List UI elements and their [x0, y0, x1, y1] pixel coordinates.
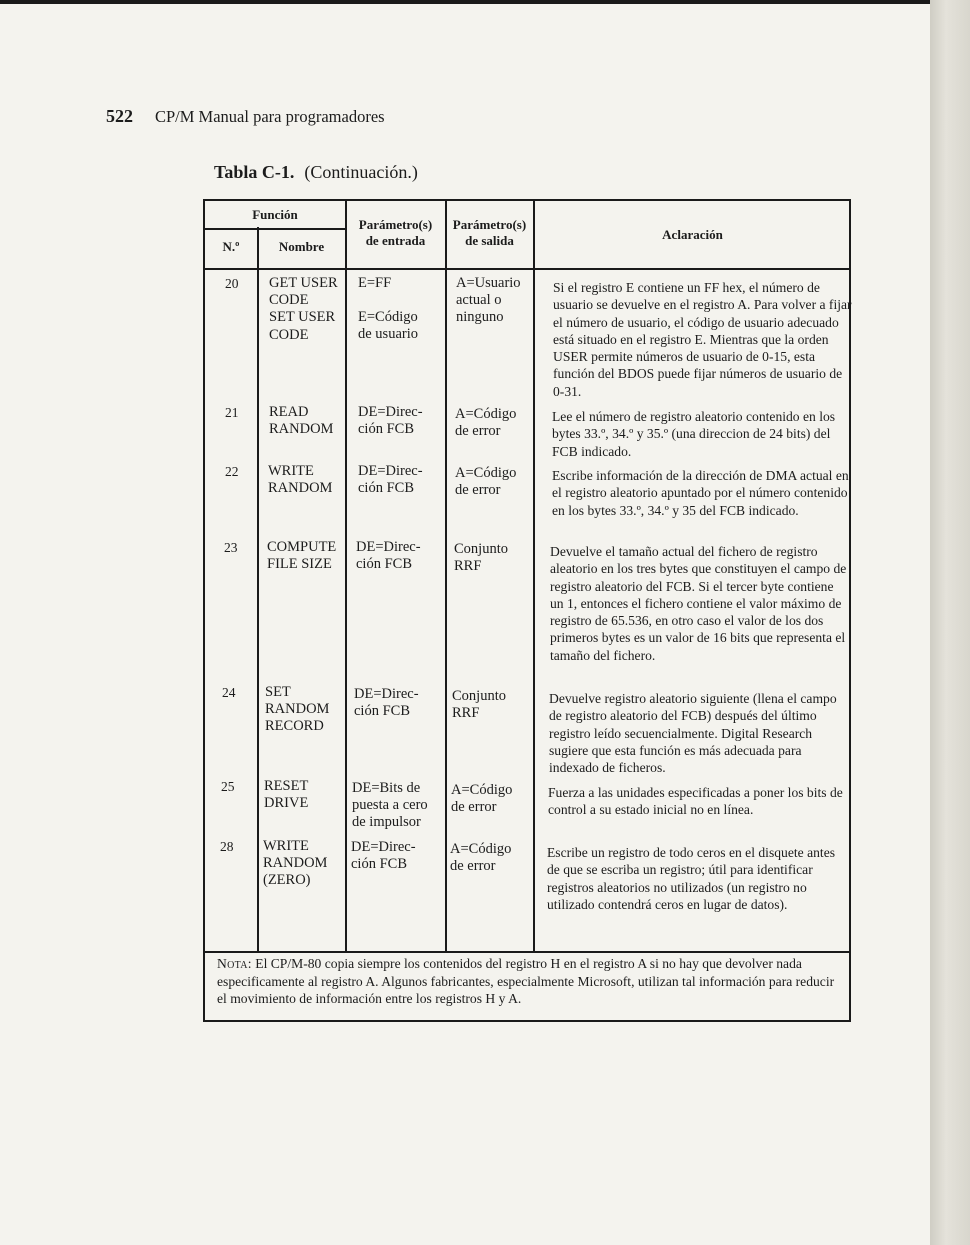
function-table — [203, 199, 851, 1022]
row-name — [268, 463, 332, 497]
row-description: Lee el número de registro aleatorio contenido en los bytes 33.º, 34.º y 35.º (una direccion de 24 bits) del FCB indicado. — [552, 409, 836, 459]
row-output-line: de error — [455, 482, 501, 499]
table-caption-suffix: (Continuación.) — [304, 162, 418, 182]
row-input-line: E=Código — [358, 309, 418, 326]
row-name-line: FILE SIZE — [267, 556, 332, 573]
row-name-line: RANDOM — [269, 421, 334, 438]
row-input-line: DE=Bits de — [352, 780, 421, 796]
row-name-line: RANDOM — [263, 855, 328, 872]
row-output-line: de error — [455, 423, 501, 440]
row-input-line: ción FCB — [356, 556, 412, 573]
row-name-line: RECORD — [265, 718, 324, 735]
divider-num-name — [257, 227, 259, 951]
row-input — [352, 780, 428, 832]
row-input — [358, 275, 418, 344]
row-name-line: SET USER — [269, 309, 336, 326]
row-input — [351, 839, 416, 873]
row-output-line: A=Código — [455, 406, 517, 422]
row-output — [455, 465, 516, 499]
note-text: El CP/M-80 copia siempre los contenidos del registro H en el registro A si no hay que devolver nada especificamente al registro A. Algunos fabricantes, especialmente Microsoft, utilizan tal información para reducir el movimiento de información entre los registros H y A. — [217, 956, 835, 1006]
row-description: Escribe un registro de todo ceros en el disquete antes de que se escriba un registro; útil para identificar registros aleatorios no utilizados (un registro no utilizado contendrá ceros en lugar de datos). — [547, 845, 836, 912]
row-output-line: A=Código — [455, 465, 517, 481]
row-name-line: SET — [265, 684, 291, 700]
row-description: Escribe información de la dirección de DMA actual en el registro aleatorio apuntado por el número contenido en los bytes 33.º, 34.º y 35 del FCB indicado. — [552, 468, 849, 518]
row-output — [454, 541, 508, 575]
row-input-line: ción FCB — [351, 856, 407, 873]
header-funcion: Función — [252, 207, 298, 222]
row-input — [354, 686, 419, 720]
funcion-underline — [205, 228, 346, 230]
row-output — [452, 688, 506, 722]
running-title: CP/M Manual para programadores — [155, 107, 385, 126]
header-entrada — [346, 217, 445, 249]
row-input-line: de usuario — [358, 326, 418, 343]
row-input-line: DE=Direc- — [354, 686, 419, 702]
row-name-line: WRITE — [263, 838, 309, 854]
header-entrada-line-1: Parámetro(s) — [358, 217, 433, 232]
row-output — [451, 782, 512, 816]
row-description: Si el registro E contiene un FF hex, el número de usuario se devuelve en el registro A. Para volver a fijar el número de usuario, el código de usuario adecuado está situado en el registro E. Mientras que la orden USER permite números de usuario de 0-15, esta función del BDOS puede fijar números de usuario de 0-31. — [553, 280, 852, 399]
page-number: 522 — [106, 106, 133, 126]
row-output — [456, 275, 521, 327]
row-input-gap — [358, 292, 418, 309]
row-name — [265, 684, 329, 736]
row-input-line: puesta a cero — [352, 797, 428, 814]
row-number: 22 — [225, 464, 239, 479]
row-description: Devuelve el tamaño actual del fichero de registro aleatorio en los tres bytes que constituyen el campo de registro aleatorio del FCB. Si el tercer byte contiene un 1, entonces el fichero contiene el valor máximo de registro de 65.536, en otro caso el valor de los dos primeros bytes es un valor de 16 bits que representa el tamaño del fichero. — [550, 544, 847, 663]
row-input — [358, 404, 423, 438]
row-name-line: RESET — [264, 778, 309, 794]
row-number: 23 — [224, 540, 238, 555]
page-fore-edge — [930, 0, 970, 1245]
divider-input-output — [445, 201, 447, 951]
header-salida-line-2: de salida — [465, 233, 514, 248]
table-caption — [214, 162, 418, 183]
row-input — [358, 463, 423, 497]
row-input-line: DE=Direc- — [356, 539, 421, 555]
row-number: 25 — [221, 779, 235, 794]
row-name-line: WRITE — [268, 463, 314, 479]
row-name-line: READ — [269, 404, 309, 420]
header-entrada-line-2: de entrada — [365, 233, 426, 248]
row-input-line: ción FCB — [358, 421, 414, 438]
row-name-line: COMPUTE — [267, 539, 337, 555]
header-salida — [446, 217, 533, 249]
row-description: Fuerza a las unidades especificadas a poner los bits de control a su estado inicial no en línea. — [548, 785, 843, 818]
running-header — [106, 106, 385, 127]
row-number: 21 — [225, 405, 239, 420]
header-numero: N.º — [222, 239, 240, 254]
row-number: 24 — [222, 685, 236, 700]
row-output-line: RRF — [452, 705, 480, 722]
row-name — [269, 275, 338, 344]
row-name-line: CODE — [269, 292, 309, 309]
row-input-line: ción FCB — [358, 480, 414, 497]
row-output-line: A=Código — [450, 841, 512, 857]
row-output-line: de error — [450, 858, 496, 875]
row-name — [263, 838, 327, 890]
row-output-line: actual o — [456, 292, 502, 309]
divider-name-input — [345, 201, 347, 951]
table-note — [217, 955, 837, 1008]
row-output-line: RRF — [454, 558, 482, 575]
row-output-line: ninguno — [456, 309, 504, 326]
row-name-line: GET USER — [269, 275, 338, 291]
row-name — [267, 539, 336, 573]
header-salida-line-1: Parámetro(s) — [452, 217, 527, 232]
header-bottom-rule — [205, 268, 851, 270]
row-name-line: DRIVE — [264, 795, 309, 812]
row-output-line: Conjunto — [452, 688, 506, 704]
header-nombre: Nombre — [278, 239, 325, 254]
row-output-line: Conjunto — [454, 541, 508, 557]
row-input-line: de impulsor — [352, 814, 421, 831]
header-aclaracion: Aclaración — [662, 227, 723, 242]
row-input-line: DE=Direc- — [358, 463, 423, 479]
row-output — [455, 406, 516, 440]
row-input-line: E=FF — [358, 275, 392, 291]
row-name-line: (ZERO) — [263, 872, 311, 889]
row-output-line: A=Código — [451, 782, 513, 798]
row-name-line: CODE — [269, 326, 309, 343]
row-input-line: DE=Direc- — [351, 839, 416, 855]
row-input-line: ción FCB — [354, 703, 410, 720]
row-name — [264, 778, 308, 812]
table-label: Tabla C-1. — [214, 162, 295, 182]
row-number: 28 — [220, 839, 234, 854]
row-name — [269, 404, 333, 438]
row-name-line: RANDOM — [265, 701, 330, 718]
row-output — [450, 841, 511, 875]
divider-output-desc — [533, 201, 535, 951]
row-input — [356, 539, 421, 573]
row-input-line: DE=Direc- — [358, 404, 423, 420]
note-label: Nota: — [217, 956, 252, 971]
note-top-rule — [205, 951, 851, 953]
row-output-line: de error — [451, 799, 497, 816]
book-page — [0, 4, 930, 1245]
row-number: 20 — [225, 276, 239, 291]
row-output-line: A=Usuario — [456, 275, 521, 291]
row-description: Devuelve registro aleatorio siguiente (llena el campo de registro aleatorio del FCB) después del último registro leído secuencialmente. Digital Research sugiere que esta función es más adecuada para indexado de ficheros. — [549, 691, 837, 776]
row-name-line: RANDOM — [268, 480, 333, 497]
